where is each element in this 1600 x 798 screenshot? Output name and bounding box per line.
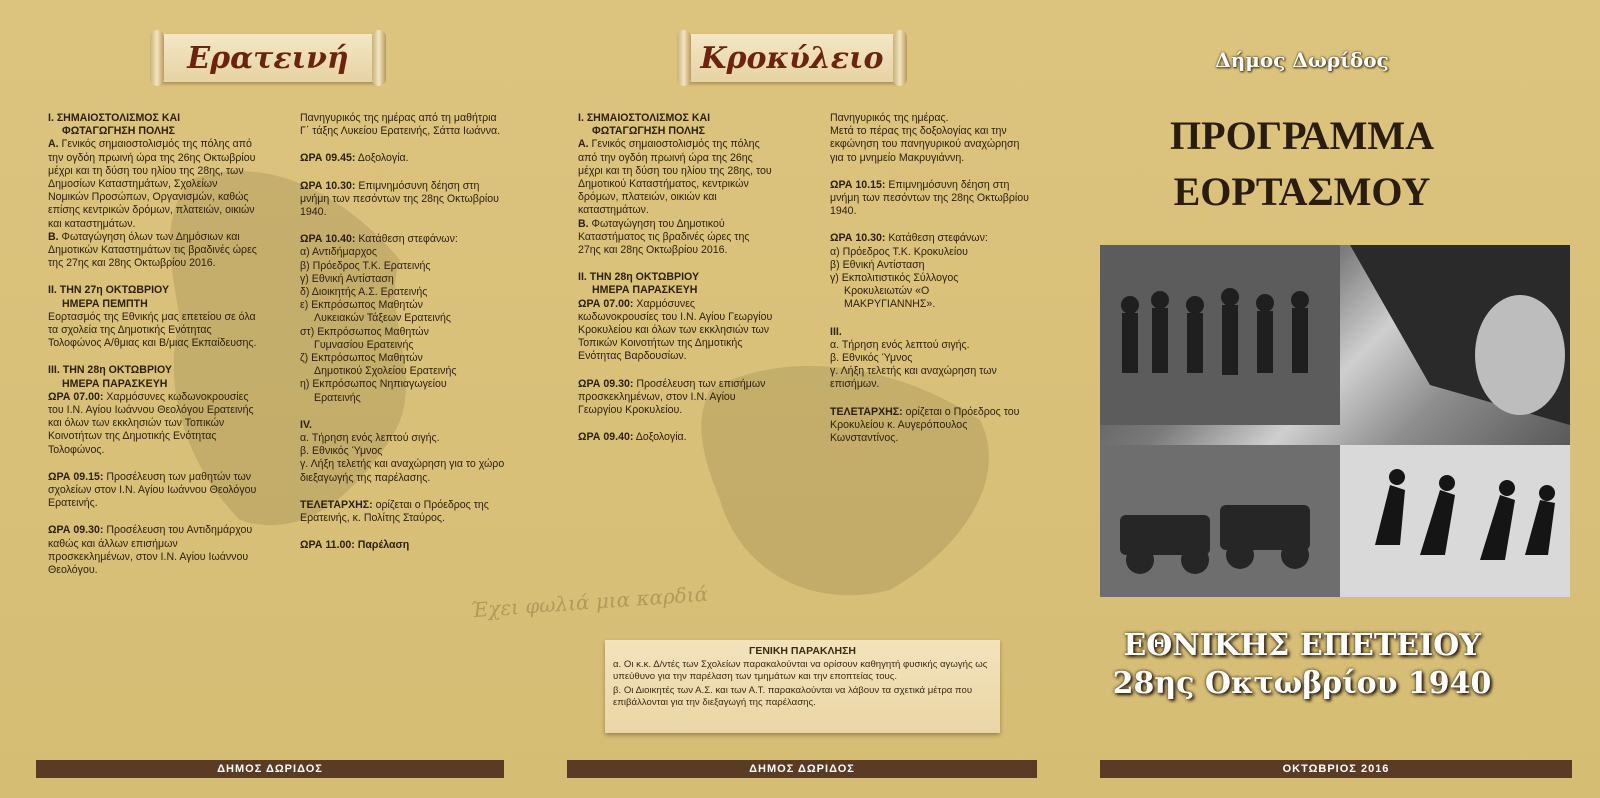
item-lead: ΩΡΑ 09.30: [48,524,104,537]
section-heading [830,326,1030,339]
watermark-script-text: Έχει φωλιά μια καρδιά [469,581,709,623]
program-item [830,298,1030,311]
spacer [830,165,1030,179]
spacer [578,257,774,271]
panel-title-text: Ερατεινή [187,40,349,76]
spacer [300,138,505,152]
panel2-footer-bar [567,760,1037,778]
panel1-column-left [48,112,260,577]
item-lead: ΩΡΑ 09.40: [578,431,634,444]
section-heading [48,284,260,297]
spacer [830,312,1030,326]
item-text: β. Εθνικός Ύμνος [830,352,913,365]
item-text: Γενικός σημαιοστολισμός της πόλης από την ογδόη πρωινή ώρα της 26ης μέχρι και τη δύση του ηλίου της 28ης, του Δημοτικού Καταστήματος, κεντρικών δρόμων, πλατειών, οικιών και καταστημάτων. [578,138,772,217]
item-text: α) Αντιδήμαρχος [300,246,378,259]
item-lead: ΩΡΑ 10.30: [300,179,356,192]
cover-footer-bar [1100,760,1572,778]
program-title-line2: ΕΟΡΤΑΣΜΟΥ [1173,169,1431,214]
item-text: Εορτασμός της Εθνικής μας επετείου σε όλα τα σχολεία της Δημοτικής Ενότητας Τολοφώνος Α/θμιας και Β/μιας Εκπαίδευσης. [48,310,257,350]
item-text: Επιμνημόσυνη δέηση στη μνήμη των πεσόντων της 28ης Οκτωβρίου 1940. [300,179,499,219]
program-item [300,246,505,259]
item-text: ΦΩΤΑΓΩΓΗΣΗ ΠΟΛΗΣ [592,125,706,138]
item-text: Επιμνημόσυνη δέηση στη μνήμη των πεσόντων της 28ης Οκτωβρίου 1940. [830,178,1029,218]
program-item [48,311,260,351]
section-heading [48,378,260,391]
item-text: I. ΣΗΜΑΙΟΣΤΟΛΙΣΜΟΣ ΚΑΙ [48,112,181,124]
program-item [830,365,1030,391]
program-item [300,445,505,458]
general-notice-box [605,640,1000,733]
item-text: I. ΣΗΜΑΙΟΣΤΟΛΙΣΜΟΣ ΚΑΙ [578,112,711,124]
item-text: ΗΜΕΡΑ ΠΕΜΠΤΗ [62,297,148,310]
item-text: Κατάθεση στεφάνων: [355,233,458,246]
item-text: γ. Λήξη τελετής και αναχώρηση για το χώρο διεξαγωγής της παρέλασης. [300,458,505,484]
footer-label: ΔΗΜΟΣ ΔΩΡΙΔΟΣ [217,763,323,775]
notice-title: ΓΕΝΙΚΗ ΠΑΡΑΚΛΗΣΗ [749,645,856,657]
program-item [300,260,505,273]
item-text: ορίζεται ο Πρόεδρος του Κροκυλείου κ. Αυγερόπουλος Κωνσταντίνος. [830,405,1020,445]
item-text: Κατάθεση στεφάνων: [885,232,988,245]
item-text: Προσέλευση των μαθητών των σχολείων στον Ι.Ν. Αγίου Ιωάννου Θεολόγου Ερατεινής. [48,470,257,510]
program-item [300,152,505,165]
spacer [830,218,1030,232]
item-lead: ΩΡΑ 07.00: [578,297,634,310]
program-item [300,432,505,445]
panel-title-eratini [157,34,379,82]
item-text: Φωταγώγηση όλων των Δημόσιων και Δημοτικών Καταστημάτων τις βραδινές ώρες της 27ης και 28ης Οκτωβρίου 2016. [48,230,257,270]
spacer [578,417,774,431]
program-item [48,524,260,577]
item-text: γ. Λήξη τελετής και αναχώρηση των επισήμων. [830,365,997,391]
item-text: Χαρμόσυνες κωδωνοκρουσίες του Ι.Ν. Αγίου Ιωάννου Θεολόγου Ερατεινής και όλων των εκκλησιών των Τοπικών Κοινοτήτων της Δημοτικής Ενότητας Τολοφώνος. [48,390,254,456]
program-item [300,112,505,138]
historical-photo-collage [1100,245,1570,597]
section-heading [578,125,774,138]
program-item [300,539,505,552]
item-text: III. ΤΗΝ 28η ΟΚΤΩΒΡΙΟΥ [48,364,172,377]
item-text: ΗΜΕΡΑ ΠΑΡΑΣΚΕΥΗ [62,377,168,390]
item-text: η) Εκπρόσωπος Νηπιαγωγείου [300,378,447,391]
item-text: Δημοτικού Σχολείου Ερατεινής [314,365,457,378]
item-text: β. Εθνικός Ύμνος [300,445,383,458]
item-lead: Α. [48,138,59,151]
spacer [300,219,505,233]
program-item [300,378,505,391]
section-heading [48,125,260,138]
program-item [300,312,505,325]
section-heading [48,298,260,311]
panel-title-text: Κροκύλειο [700,40,884,76]
section-heading [48,112,260,125]
program-item [578,138,774,217]
item-text: α. Τήρηση ενός λεπτού σιγής. [300,432,440,445]
anniversary-title-line1: ΕΘΝΙΚΗΣ ΕΠΕΤΕΙΟΥ [1123,628,1481,663]
program-item [300,458,505,484]
item-text: α. Τήρηση ενός λεπτού σιγής. [830,338,970,351]
spacer [48,350,260,364]
anniversary-title-line2: 28ης Οκτωβρίου 1940 [1112,666,1492,701]
photo-silhouettes [1100,245,1570,597]
section-heading [578,271,774,284]
spacer [300,485,505,499]
program-item [48,231,260,271]
program-item [578,378,774,418]
program-item [830,112,1030,125]
program-item [830,352,1030,365]
item-text: στ) Εκπρόσωπος Μαθητών [300,325,429,338]
program-item [300,352,505,365]
item-text: ορίζεται ο Πρόεδρος της Ερατεινής, κ. Πολίτης Σταύρος. [300,498,489,525]
item-text: Γυμνασίου Ερατεινής [314,338,414,351]
item-text: ζ) Εκπρόσωπος Μαθητών [300,352,423,365]
program-item [300,392,505,405]
program-item [48,391,260,457]
item-lead: Α. [578,138,589,151]
panel1-footer-bar [36,760,504,778]
item-text: IV. [300,418,312,431]
program-item [300,180,505,220]
program-item [830,179,1030,219]
program-item [830,259,1030,272]
spacer [830,392,1030,406]
section-heading [48,364,260,377]
spacer [578,364,774,378]
program-item [48,471,260,511]
footer-label: ΔΗΜΟΣ ΔΩΡΙΔΟΣ [749,763,855,775]
item-text: β) Πρόεδρος Τ.Κ. Ερατεινής [300,259,431,272]
item-text: α) Πρόεδρος Τ.Κ. Κροκυλείου [830,245,968,258]
program-item [48,138,260,230]
spacer [48,457,260,471]
program-title-line1: ΠΡΟΓΡΑΜΜΑ [1170,113,1434,158]
program-item [578,431,774,444]
program-item [578,298,774,364]
item-lead: ΩΡΑ 10.30: [830,232,886,245]
item-text: γ) Εθνική Αντίσταση [300,272,394,285]
panel2-column-left [578,112,774,444]
municipality-name: Δήμος Δωρίδος [1215,48,1389,72]
item-text: Δοξολογία. [633,431,687,444]
panel1-column-right [300,112,505,552]
item-text: ΜΑΚΡΥΓΙΑΝΝΗΣ». [844,298,936,311]
program-item [300,339,505,352]
item-lead: ΩΡΑ 11.00: Παρέλαση [300,539,410,552]
section-heading [578,112,774,125]
item-lead: ΩΡΑ 10.40: [300,233,356,246]
footer-date: ΟΚΤΩΒΡΙΟΣ 2016 [1282,763,1390,775]
item-lead: ΩΡΑ 09.30: [578,377,634,390]
program-item [830,406,1030,446]
item-text: III. [830,325,842,338]
spacer [300,525,505,539]
panel2-column-right [830,112,1030,445]
program-item [830,285,1030,298]
spacer [48,510,260,524]
item-text: Δοξολογία. [355,152,409,165]
item-text: Φωταγώγηση του Δημοτικού Καταστήματος τις βραδινές ώρες της 27ης και 28ης Οκτωβρίου 2016. [578,217,750,257]
program-item [300,299,505,312]
item-text: Προσέλευση του Αντιδημάρχου καθώς και άλλων επισήμων προσκεκλημένων, στον Ι.Ν. Αγίου Ιωάννου Θεολόγου. [48,524,253,577]
item-lead: ΩΡΑ 07.00: [48,390,104,403]
section-heading [300,419,505,432]
item-text: Προσέλευση των επισήμων προσκεκλημένων, στον Ι.Ν. Αγίου Γεωργίου Κροκυλείου. [578,377,766,417]
item-lead: ΩΡΑ 10.15: [830,178,886,191]
spacer [300,405,505,419]
item-text: II. ΤΗΝ 28η ΟΚΤΩΒΡΙΟΥ [578,271,700,284]
program-item [300,273,505,286]
item-text: Κροκυλειωτών «Ο [844,285,930,298]
item-text: ΗΜΕΡΑ ΠΑΡΑΣΚΕΥΗ [592,284,698,297]
item-text: Ερατεινής [314,391,361,404]
program-item [578,218,774,258]
notice-item-b: β. Οι Διοικητές των Α.Σ. και των Α.Τ. παρακαλούνται να λάβουν τα σχετικά μέτρα που επιβάλλονται για την διεξαγωγή της παρέλασης. [613,685,973,708]
panel-title-krokyleio [684,34,900,82]
spacer [300,166,505,180]
item-text: β) Εθνική Αντίσταση [830,258,925,271]
item-text: ε) Εκπρόσωπος Μαθητών [300,299,423,312]
item-lead: ΤΕΛΕΤΑΡΧΗΣ: [830,405,903,418]
item-text: Πανηγυρικός της ημέρας από τη μαθήτρια Γ΄ τάξης Λυκείου Ερατεινής, Σάττα Ιωάννα. [300,112,501,138]
program-item [830,246,1030,259]
item-text: ΦΩΤΑΓΩΓΗΣΗ ΠΟΛΗΣ [62,125,176,138]
item-lead: ΩΡΑ 09.45: [300,152,356,165]
item-lead: Β. [48,230,59,243]
notice-item-a: α. Οι κ.κ. Δ/ντές των Σχολείων παρακαλούνται να ορίσουν καθηγητή φυσικής αγωγής ως υπεύθυνο για την παρέλαση των τμημάτων και την εποπτείας τους. [613,659,988,682]
item-text: Πανηγυρικός της ημέρας. [830,112,949,124]
item-text: Χαρμόσυνες κωδωνοκρουσίες του Ι.Ν. Αγίου Γεωργίου Κροκυλείου και όλων των εκκλησιών των Τοπικών Κοινοτήτων της Δημοτικής Ενότητας Βαρδουσίων. [578,297,773,363]
program-item [300,233,505,246]
program-item [830,272,1030,285]
item-text: γ) Εκπολιτιστικός Σύλλογος [830,272,959,285]
item-lead: Β. [578,217,589,230]
item-text: Λυκειακών Τάξεων Ερατεινής [314,312,452,325]
program-item [830,125,1030,165]
program-item [830,339,1030,352]
item-text: δ) Διοικητής Α.Σ. Ερατεινής [300,286,428,299]
item-lead: ΤΕΛΕΤΑΡΧΗΣ: [300,498,373,511]
item-text: II. ΤΗΝ 27η ΟΚΤΩΒΡΙΟΥ [48,284,170,297]
program-item [830,232,1030,245]
item-text: Γενικός σημαιοστολισμός της πόλης από την ογδόη πρωινή ώρα της 26ης Οκτωβρίου μέχρι και τη δύση του ηλίου της 28ης, των Δημοσίων Καταστημάτων, Σχολείων Νομικών Προσώπων, Οργανισμών, καθώς επίσης κεντρικών δρόμων, πλατειών, οικιών και καταστημάτων. [48,138,256,230]
item-text: Μετά το πέρας της δοξολογίας και την εκφώνηση του πανηγυρικού αναχώρηση για το μνημείο Μακρυγιάννη. [830,125,1020,164]
program-item [300,499,505,525]
program-item [300,326,505,339]
section-heading [578,284,774,297]
program-item [300,365,505,378]
spacer [48,270,260,284]
item-lead: ΩΡΑ 09.15: [48,470,104,483]
program-item [300,286,505,299]
